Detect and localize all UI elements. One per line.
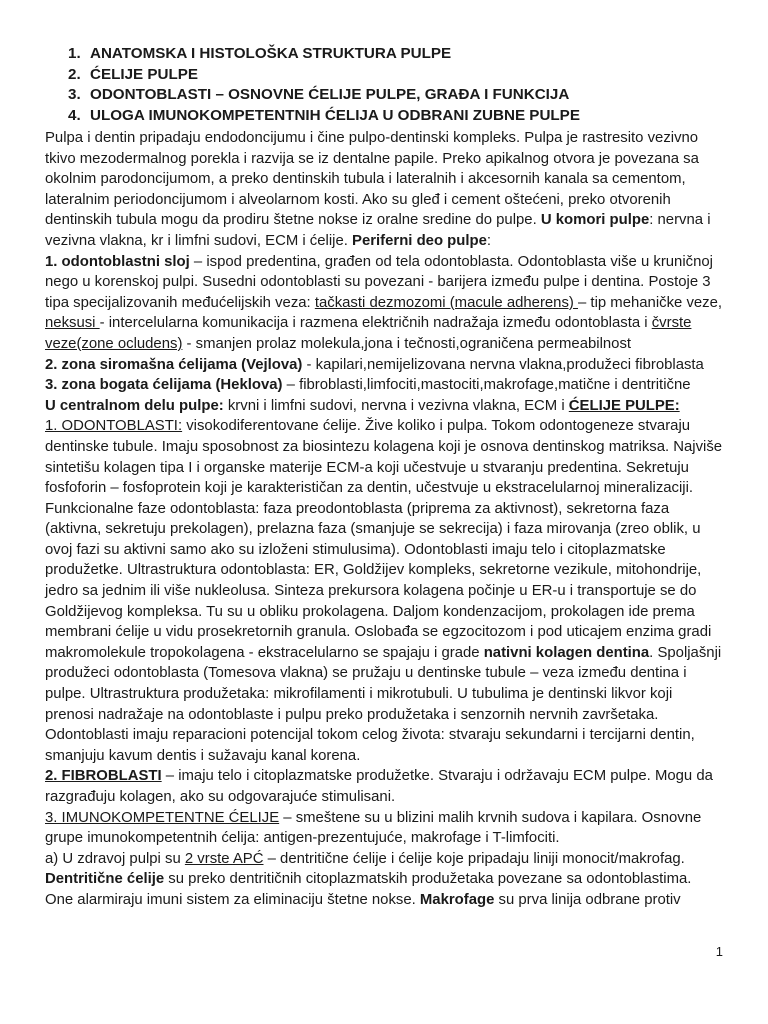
text-run: 3. zona bogata ćelijama (Heklova) bbox=[45, 377, 283, 394]
text-line bbox=[45, 808, 731, 829]
text-run: grupe imunokompetentnih ćelija: antigen-prezentujuće, makrofage i T-limfociti. bbox=[45, 830, 560, 847]
text-line bbox=[45, 787, 731, 808]
text-run: ĆELIJE PULPE: bbox=[568, 397, 680, 414]
text-run: Dentritične ćelije bbox=[45, 871, 165, 888]
text-run: neksusi bbox=[45, 315, 100, 332]
text-line bbox=[45, 869, 731, 890]
text-run: produžetke. Ultrastruktura odontoblasta: ER, Goldžijev kompleks, sekretorne vezikule, mitohondrije, bbox=[45, 562, 702, 579]
text-line bbox=[45, 190, 731, 211]
text-line bbox=[45, 313, 731, 334]
toc-item-text: ULOGA IMUNOKOMPETENTNIH ĆELIJA U ODBRANI ZUBNE PULPE bbox=[90, 106, 580, 124]
text-run: prenosi nadražaje na odontoblaste i pulpu preko produžetaka i senzornih nervnih završetaka. bbox=[45, 706, 659, 723]
text-run: Goldžijevog kompleksa. Tu su u obliku prokolagena. Daljom kondenzacijom, prokolagen ide prema bbox=[45, 603, 695, 620]
body-text bbox=[45, 128, 731, 911]
text-line bbox=[45, 355, 731, 376]
toc-item-text: ANATOMSKA I HISTOLOŠKA STRUKTURA PULPE bbox=[90, 45, 452, 62]
text-run: dentinskih tubula mogu da prodiru štetne nokse iz oralne sredine do pulpe. bbox=[45, 212, 541, 229]
text-run: Funkcionalne faze odontoblasta: faza preodontoblasta (pripremа za aktivnost), sekretorna faza bbox=[45, 500, 670, 517]
text-line bbox=[45, 169, 731, 190]
text-run: . Spoljašnji bbox=[649, 644, 722, 661]
text-run: produžeci odontoblasta (Tomesova vlakna) se pružaju u dentinske tubule – veza između dentina i bbox=[45, 665, 687, 682]
text-run: membrani ćelije u vidu prosekretornih granula. Oslobađa se egzocitozom i pod uticajem enzima gradi bbox=[45, 624, 712, 641]
text-run: 1. odontoblastni sloj bbox=[45, 253, 190, 270]
text-line bbox=[45, 375, 731, 396]
text-line bbox=[45, 149, 731, 170]
text-line bbox=[45, 643, 731, 664]
text-run: veze(zone ocludens) bbox=[45, 335, 183, 352]
toc-item: 1. ANATOMSKA I HISTOLOŠKA STRUKTURA PULPE bbox=[68, 44, 580, 65]
text-run: - smanjen prolaz molekula,jona i tečnosti,ograničena permeabilnost bbox=[182, 335, 632, 352]
text-line bbox=[45, 766, 731, 787]
text-line bbox=[45, 890, 731, 911]
text-run: su prva linija odbrane protiv bbox=[494, 891, 681, 908]
text-run: 2. FIBROBLASTI bbox=[45, 768, 162, 785]
text-line bbox=[45, 128, 731, 149]
text-run: – tip mehaničke veze, bbox=[578, 294, 723, 311]
text-run: sintetišu kolagen tipa I i organske materije ECM-a koji učestvuje u stvaranju predentina. Sekretuju bbox=[45, 459, 689, 476]
text-line bbox=[45, 231, 731, 252]
text-line bbox=[45, 725, 731, 746]
toc-item: 3. ODONTOBLASTI – OSNOVNE ĆELIJE PULPE, GRAĐA I FUNKCIJA bbox=[68, 85, 580, 106]
page-number: 1 bbox=[715, 944, 723, 959]
text-line bbox=[45, 252, 731, 273]
text-line bbox=[45, 458, 731, 479]
text-line bbox=[45, 705, 731, 726]
text-run: jedro sa jednim ili više nukleolusa. Sinteza prekursora kolagena počinje u ER-u i transportuje se do bbox=[45, 583, 697, 600]
text-run: (aktivna, sekretuju prekolagen), prelazna faza (smanjuje se sekrecija) i faza mirovanja (zreo oblik, u bbox=[45, 521, 701, 538]
text-run: Periferni deo pulpe bbox=[352, 232, 487, 249]
text-run: a) U zdravoj pulpi su bbox=[45, 850, 185, 867]
text-line bbox=[45, 334, 731, 355]
text-run: Makrofage bbox=[419, 891, 495, 908]
text-line bbox=[45, 540, 731, 561]
text-run: - intercelularna komunikacija i razmena električnih nadražaja između odontoblasta i bbox=[99, 315, 652, 332]
text-run: su preko dentritičnih citoplazmatskih produžetaka povezane sa odontoblastima. bbox=[164, 871, 692, 888]
text-run: tipa specijalizovanih međućelijskih veza: bbox=[45, 294, 315, 311]
text-line bbox=[45, 519, 731, 540]
text-run: pulpe. Ultrastruktura produžetaka: mikrofilamenti i mikrotubuli. U tubulima je dentinski likvor koji bbox=[45, 686, 673, 703]
text-line bbox=[45, 581, 731, 602]
text-run: lateralnim periodoncijumom i alveolarnom kosti. Ako su gleđ i cement oštećeni, preko otvorenih bbox=[45, 191, 671, 208]
text-run: fosfoforin – fosfoprotein koji je karakterističan za dentin, učestvuje u ekstracelularnoj mineralizaciji. bbox=[45, 480, 694, 497]
text-line bbox=[45, 396, 731, 417]
text-run: visokodiferentovane ćelije. Žive koliko i pulpa. Tokom odontogeneze stvaraju bbox=[182, 418, 691, 435]
text-run: makromolekule tropokolagena - ekstracelularno se spajaju i grade bbox=[45, 644, 484, 661]
text-run: smanjuju kavum dentis i sužavaju kanal korena. bbox=[45, 747, 361, 764]
toc-item: 2. ĆELIJE PULPE bbox=[68, 65, 580, 86]
text-run: – imaju telo i citoplazmatske produžetke. Stvaraju i održavaju ECM pulpe. Mogu da bbox=[161, 768, 713, 785]
text-run: okolnim parodoncijumom, a preko dentinskih tubula i lateralnih i akcesornih kanala sa cementom, bbox=[45, 171, 686, 188]
text-line bbox=[45, 663, 731, 684]
text-run: razgrađuju kolagen, ako su odgovarajuće stimulisani. bbox=[45, 789, 396, 805]
text-run: čvrste bbox=[651, 315, 692, 332]
text-line bbox=[45, 272, 731, 293]
text-line bbox=[45, 293, 731, 314]
text-run: ovoj fazi su aktivni samo ako su izloženi stimulusima). Odontoblasti imaju telo i citoplazmatske bbox=[45, 541, 666, 558]
text-run: 1. ODONTOBLASTI: bbox=[45, 418, 183, 435]
text-run: Odontoblasti imaju reparacioni potencijal tokom celog života: stvaraju sekundarni i tercijarni dentin, bbox=[45, 727, 695, 744]
text-run: 2 vrste APĆ bbox=[184, 850, 264, 867]
text-run: – dentritične ćelije i ćelije koje pripadaju liniji monocit/makrofag. bbox=[263, 850, 685, 867]
text-line bbox=[45, 849, 731, 870]
text-line bbox=[45, 828, 731, 849]
text-run: vezivna vlakna, kr i limfni sudovi, ECM i ćelije. bbox=[45, 232, 353, 249]
text-run: – ispod predentina, građen od tela odontoblasta. Odontoblasta više u kruničnoj bbox=[189, 253, 713, 270]
text-run: – fibroblasti,limfociti,mastociti,makrofage,matične i dentritične bbox=[282, 377, 691, 394]
text-run: tkivo mezodermalnog porekla i razvija se iz dentalne papile. Preko apikalnog otvora je povezana sa bbox=[45, 150, 699, 167]
toc-item: 4. ULOGA IMUNOKOMPETENTNIH ĆELIJA U ODBRANI ZUBNE PULPE bbox=[68, 106, 580, 127]
text-run: nego u korenskoj pulpi. Susedni odontoblasti su povezani - barijera između pulpe i dentina. Postoje 3 bbox=[45, 274, 711, 291]
text-run: U centralnom delu pulpe: bbox=[45, 397, 224, 414]
toc-item-text: ĆELIJE PULPE bbox=[90, 65, 199, 83]
text-line bbox=[45, 437, 731, 458]
text-run: – smeštene su u blizini malih krvnih sudova i kapilara. Osnovne bbox=[279, 809, 702, 826]
text-line bbox=[45, 560, 731, 581]
toc-item-text: ODONTOBLASTI – OSNOVNE ĆELIJE PULPE, GRAĐA I FUNKCIJA bbox=[90, 86, 570, 103]
text-run: krvni i limfni sudovi, nervna i vezivna vlakna, ECM i bbox=[223, 397, 569, 414]
text-run: : bbox=[486, 232, 492, 249]
text-line bbox=[45, 210, 731, 231]
text-line bbox=[45, 684, 731, 705]
text-run: 2. zona siromašna ćelijama (Vejlova) bbox=[45, 356, 303, 373]
text-line bbox=[45, 416, 731, 437]
text-line bbox=[45, 602, 731, 623]
text-run: nativni kolagen dentina bbox=[483, 644, 650, 661]
text-line bbox=[45, 622, 731, 643]
text-run: tačkasti dezmozomi (macule adherens) bbox=[314, 294, 579, 311]
text-run: 3. IMUNOKOMPETENTNE ĆELIJE bbox=[45, 809, 280, 826]
text-line bbox=[45, 499, 731, 520]
table-of-contents bbox=[68, 44, 580, 126]
text-run: dentinske tubule. Imaju sposobnost za biosintezu kolagena koji je osnova dentinskog matriksa. Najviše bbox=[45, 438, 723, 455]
text-run: U komori pulpe bbox=[540, 212, 650, 229]
text-line bbox=[45, 746, 731, 767]
text-run: - kapilari,nemijelizovana nervna vlakna,produžeci fibroblasta bbox=[302, 356, 704, 373]
text-run: One alarmiraju imuni sistem za eliminaciju štetne nokse. bbox=[45, 891, 420, 908]
text-line bbox=[45, 478, 731, 499]
text-run: Pulpa i dentin pripadaju endodoncijumu i čine pulpo-dentinski kompleks. Pulpa je rastresito vezivno bbox=[45, 130, 699, 146]
text-run: : nervna i bbox=[649, 212, 711, 229]
